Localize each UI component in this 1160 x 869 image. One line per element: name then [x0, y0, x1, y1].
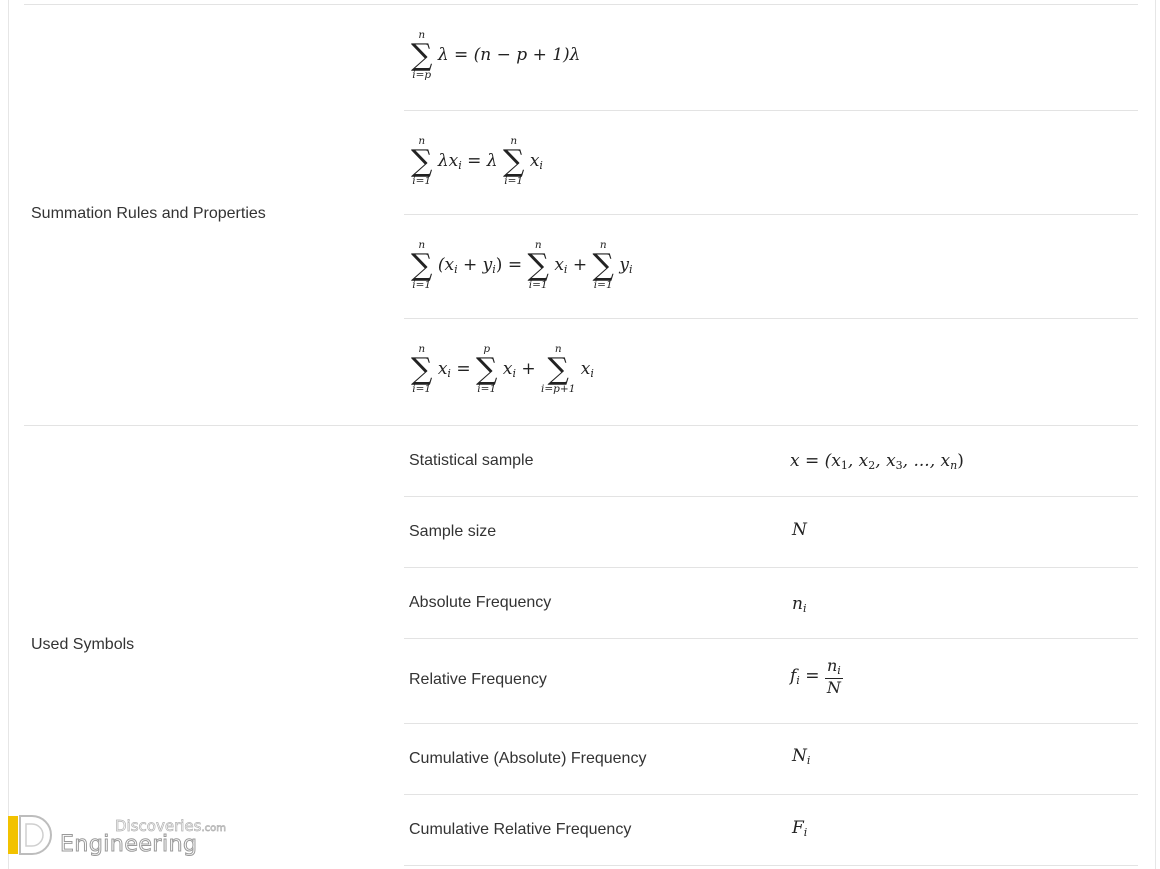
- row-divider: [404, 110, 1138, 111]
- row-divider: [24, 425, 1138, 426]
- symbol-formula: $f_i$ = $\frac{n_i}{N}$: [790, 656, 841, 697]
- formula-rule-2: n ∑ i=1 $\lambda x_i = \lambda$ n ∑ i=1 $x_i$: [411, 135, 543, 188]
- table-border-right: [1155, 0, 1156, 869]
- row-divider: [404, 723, 1138, 724]
- row-divider: [404, 865, 1138, 866]
- symbol-formula: $F_i$: [792, 818, 808, 839]
- symbol-name: Sample size: [409, 523, 497, 540]
- symbol-name: Absolute Frequency: [409, 594, 552, 611]
- row-divider: [24, 4, 1138, 5]
- symbol-name: Cumulative (Absolute) Frequency: [409, 750, 647, 767]
- row-divider: [404, 318, 1138, 319]
- symbol-name: Cumulative Relative Frequency: [409, 821, 632, 838]
- formula-rule-3: n ∑ i=1 $(x_i + y_i)$ = n ∑ i=1 $x_i$ + n ∑ i=1 $y_i$: [411, 239, 633, 292]
- row-divider: [404, 638, 1138, 639]
- symbol-name: Relative Frequency: [409, 671, 547, 688]
- symbol-formula: $x = (x_1$, $x_2$, $x_3$, ..., $x_n$): [790, 451, 964, 472]
- logo-mark-icon: [8, 812, 54, 858]
- engineering-discoveries-logo: [8, 810, 258, 865]
- section-label-symbols: Used Symbols: [31, 636, 135, 653]
- row-divider: [404, 567, 1138, 568]
- row-divider: [404, 794, 1138, 795]
- row-divider: [404, 496, 1138, 497]
- symbol-formula: $N_i$: [792, 746, 811, 767]
- row-divider: [404, 214, 1138, 215]
- table-border-left: [8, 0, 9, 869]
- symbol-name: Statistical sample: [409, 452, 534, 469]
- formula-rule-4: n ∑ i=1 $x_i$ = p ∑ i=1 $x_i$ + n ∑ i=p+1 $x_i$: [411, 343, 594, 396]
- logo-small-text: Discoveries.com: [115, 817, 226, 835]
- symbol-formula: $n_i$: [792, 594, 807, 615]
- section-label-summation: Summation Rules and Properties: [31, 205, 266, 222]
- symbol-formula: N: [792, 520, 807, 540]
- formula-rule-1: n ∑ i=p λ = (n − p + 1)λ: [411, 29, 581, 82]
- logo-word: Engineering: [60, 832, 198, 857]
